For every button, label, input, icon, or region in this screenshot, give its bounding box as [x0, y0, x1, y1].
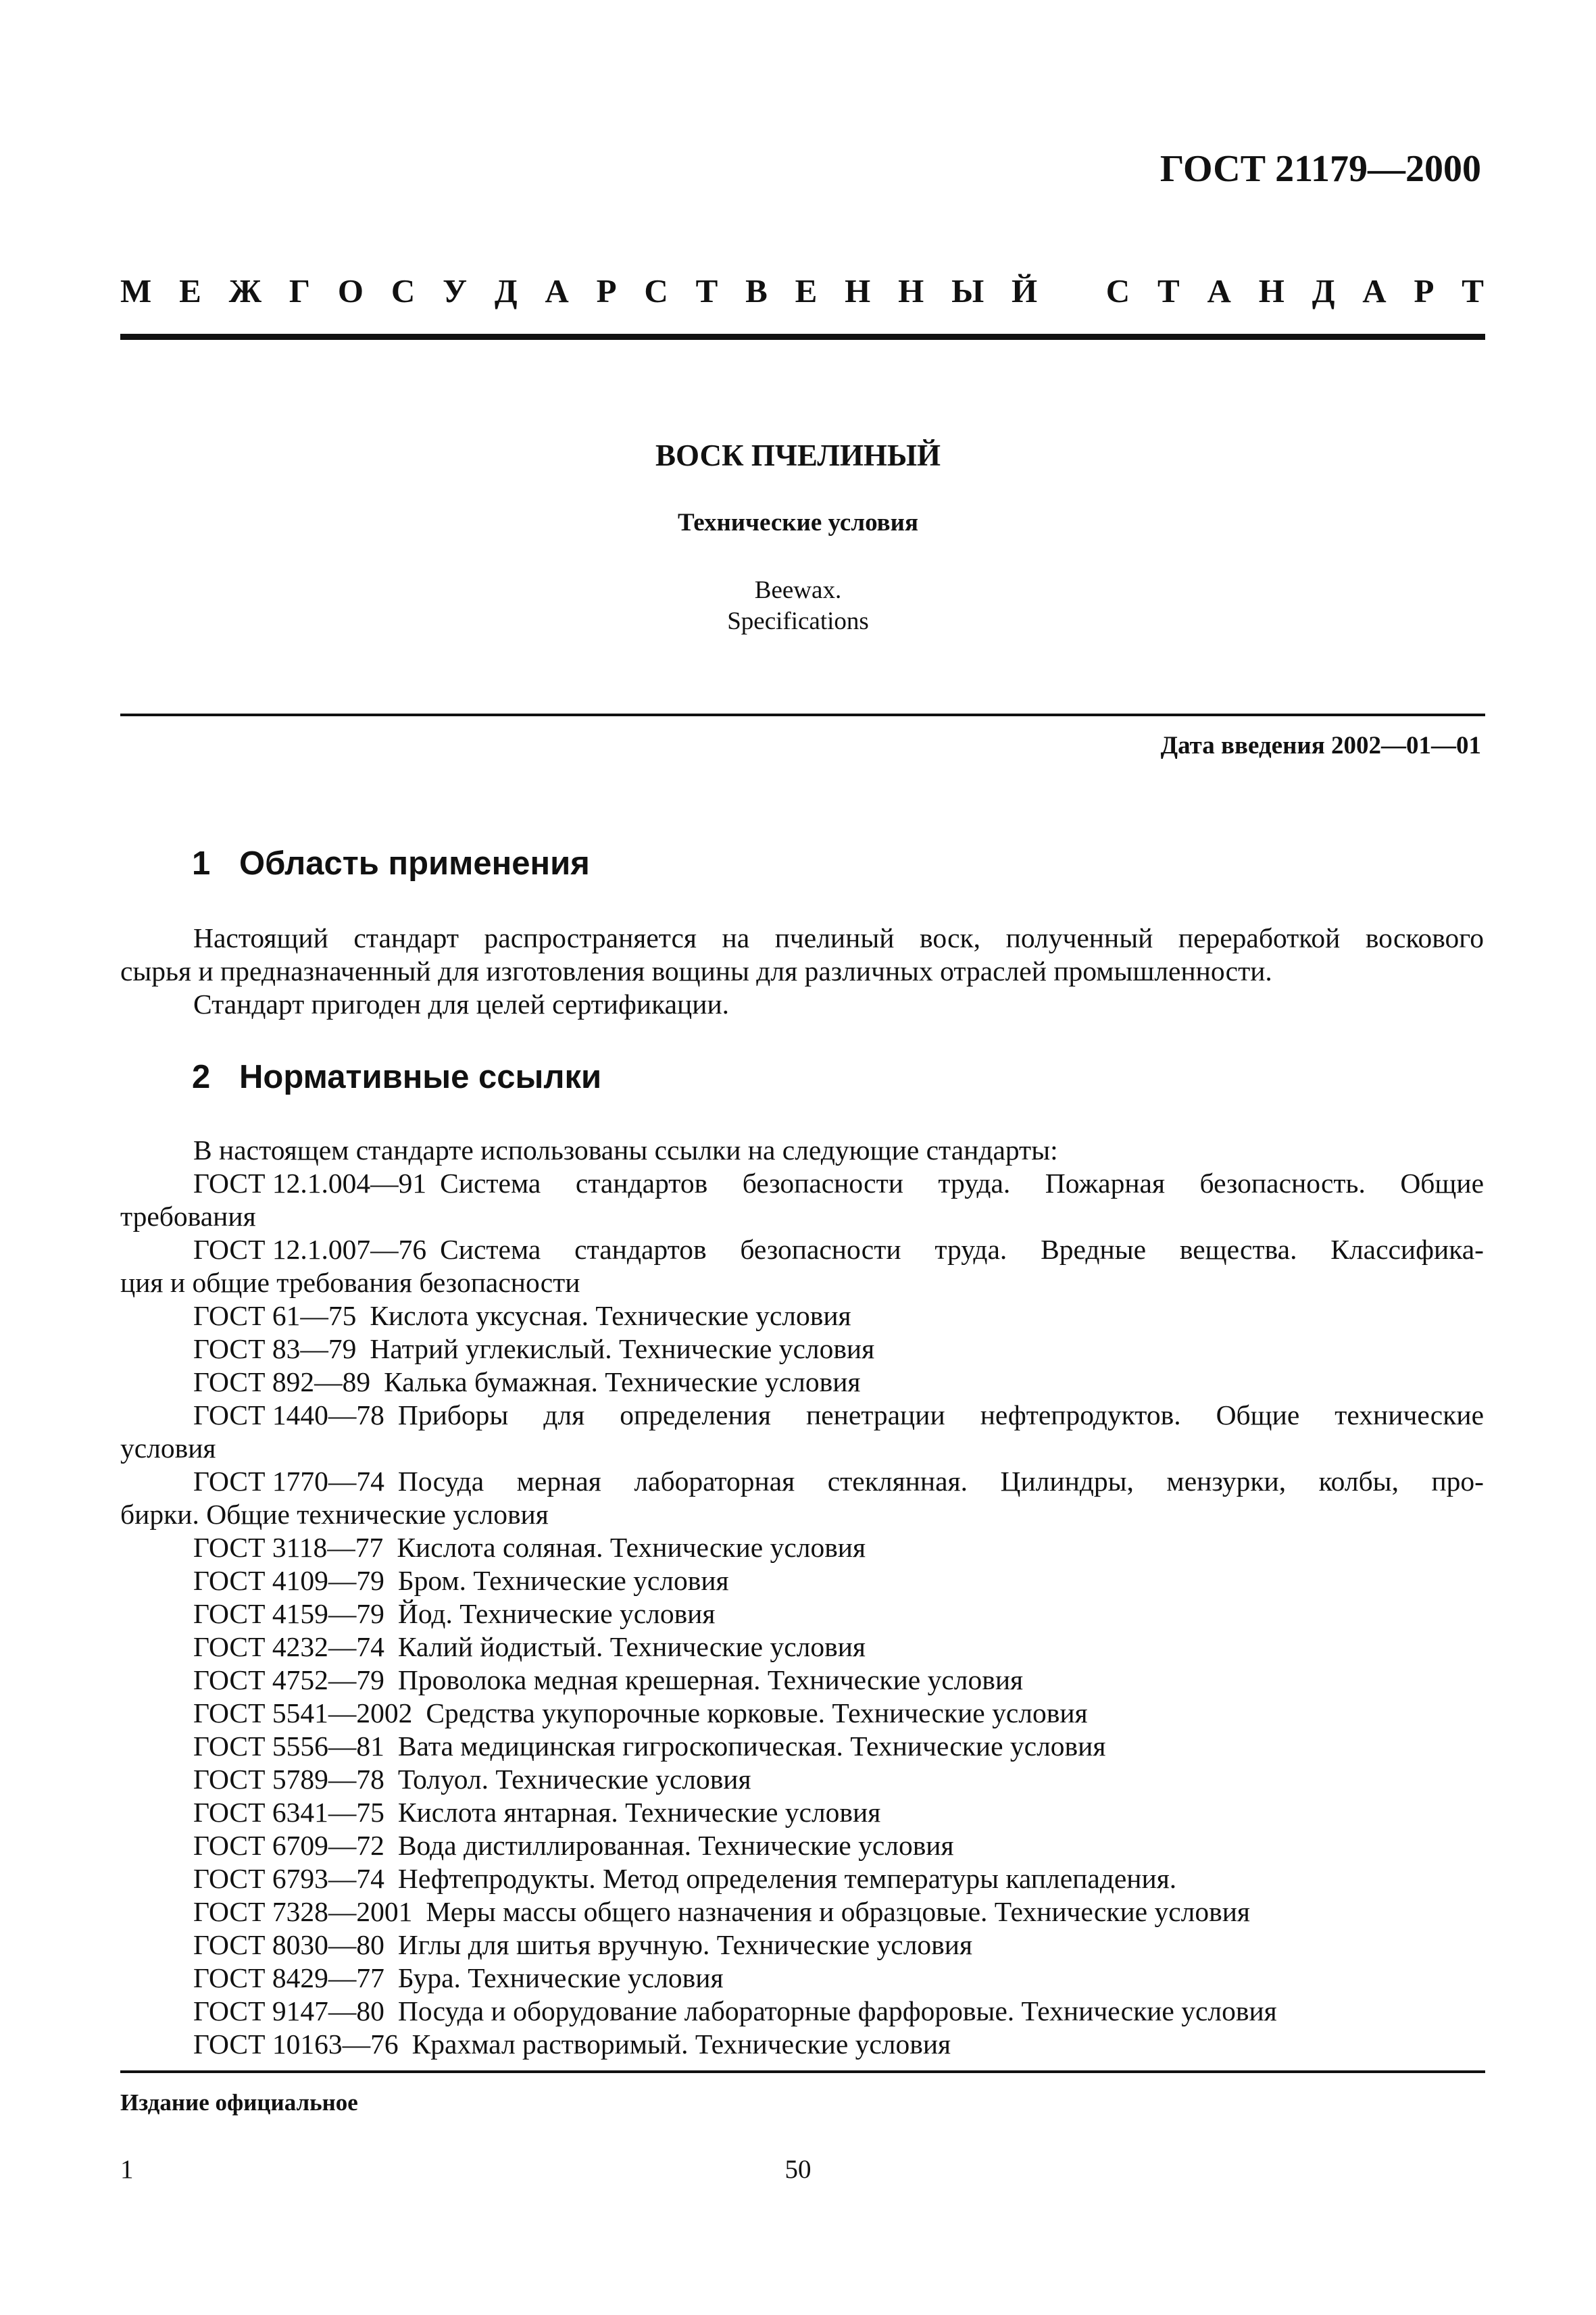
- reference-item: [120, 2028, 1484, 2061]
- reference-title: Толуол. Технические условия: [397, 1764, 751, 1795]
- banner-letter: Д: [1312, 272, 1335, 309]
- reference-title: Натрий углекислый. Технические условия: [370, 1333, 875, 1364]
- reference-code: ГОСТ 8030—80: [193, 1929, 384, 1960]
- paragraph-line: Настоящий стандарт распространяется на пчелиный воск, полученный переработкой воскового: [193, 922, 1484, 953]
- reference-code: ГОСТ 4109—79: [193, 1565, 384, 1596]
- banner-letter: А: [1207, 272, 1231, 309]
- header-rule: [120, 334, 1485, 340]
- english-title-line1: Beewax.: [754, 576, 842, 604]
- reference-title: Приборы для определения пенетрации нефтепродуктов. Общие технические: [397, 1399, 1484, 1430]
- section-number: 1: [192, 845, 211, 882]
- reference-title: Посуда мерная лабораторная стеклянная. Цилиндры, мензурки, колбы, про-: [397, 1466, 1484, 1497]
- reference-code: ГОСТ 83—79: [193, 1333, 357, 1364]
- reference-item: [120, 1895, 1484, 1928]
- reference-continuation: ция и общие требования безопасности: [120, 1267, 580, 1298]
- banner-letter: Е: [795, 272, 818, 309]
- reference-item: [120, 1664, 1484, 1697]
- reference-code: ГОСТ 5789—78: [193, 1764, 384, 1795]
- reference-item: [120, 1995, 1484, 2028]
- paragraph-line: В настоящем стандарте использованы ссылки на следующие стандарты:: [193, 1135, 1058, 1166]
- reference-title: Система стандартов безопасности труда. Вредные вещества. Классифика-: [440, 1234, 1484, 1265]
- banner-letter: С: [391, 272, 416, 309]
- reference-title: Посуда и оборудование лабораторные фарфоровые. Технические условия: [397, 1995, 1277, 2026]
- section-1-heading: [192, 845, 590, 882]
- reference-code: ГОСТ 8429—77: [193, 1962, 384, 1993]
- footer-rule: [120, 2070, 1485, 2073]
- reference-item: [120, 1299, 1484, 1333]
- reference-code: ГОСТ 9147—80: [193, 1995, 384, 2026]
- reference-title: Кислота уксусная. Технические условия: [370, 1300, 851, 1331]
- reference-title: Калька бумажная. Технические условия: [384, 1366, 861, 1397]
- reference-item: [120, 1465, 1484, 1498]
- paragraph-line: Стандарт пригоден для целей сертификации.: [193, 989, 730, 1020]
- reference-code: ГОСТ 10163—76: [193, 2028, 399, 2060]
- reference-item: [120, 1730, 1484, 1763]
- section-2-body: [120, 1134, 1484, 2061]
- reference-item: [120, 1399, 1484, 1432]
- reference-code: ГОСТ 7328—2001: [193, 1896, 413, 1927]
- edition-label: Издание официальное: [120, 2089, 358, 2116]
- reference-title: Иглы для шитья вручную. Технические условия: [397, 1929, 973, 1960]
- document-number: ГОСТ 21179—2000: [1159, 148, 1481, 190]
- reference-item: [120, 1763, 1484, 1796]
- reference-item: [120, 1829, 1484, 1862]
- banner-letter: Р: [596, 272, 617, 309]
- reference-title: Бром. Технические условия: [397, 1565, 729, 1596]
- reference-continuation: бирки. Общие технические условия: [120, 1499, 549, 1530]
- section-title: Нормативные ссылки: [239, 1059, 602, 1095]
- english-title-line2: Specifications: [727, 607, 869, 635]
- reference-continuation: требования: [120, 1201, 256, 1232]
- banner-letter: Т: [695, 272, 718, 309]
- standard-type-banner: [120, 272, 1484, 310]
- reference-code: ГОСТ 4752—79: [193, 1664, 384, 1695]
- section-1-body: [120, 922, 1484, 1021]
- reference-code: ГОСТ 12.1.004—91: [193, 1168, 427, 1199]
- reference-item: [120, 1366, 1484, 1399]
- reference-code: ГОСТ 5556—81: [193, 1731, 384, 1762]
- reference-title: Бура. Технические условия: [397, 1962, 724, 1993]
- reference-title: Калий йодистый. Технические условия: [397, 1631, 866, 1662]
- reference-code: ГОСТ 4159—79: [193, 1598, 384, 1629]
- reference-item: [120, 1167, 1484, 1200]
- reference-item: [120, 1928, 1484, 1962]
- banner-letter: Н: [1258, 272, 1285, 309]
- reference-item: [120, 1531, 1484, 1564]
- page-number: 50: [784, 2155, 812, 2184]
- reference-title: Проволока медная крешерная. Технические условия: [397, 1664, 1024, 1695]
- banner-letter: Т: [1462, 272, 1484, 309]
- reference-title: Кислота янтарная. Технические условия: [397, 1797, 881, 1828]
- banner-letter: Н: [845, 272, 871, 309]
- reference-title: Нефтепродукты. Метод определения температуры каплепадения.: [397, 1863, 1177, 1894]
- reference-item: [120, 1597, 1484, 1631]
- section-number: 2: [192, 1059, 211, 1095]
- reference-item: [120, 1233, 1484, 1266]
- reference-title: Меры массы общего назначения и образцовые. Технические условия: [426, 1896, 1250, 1927]
- banner-letter: А: [545, 272, 569, 309]
- reference-item: [120, 1697, 1484, 1730]
- sheet-number: 1: [120, 2155, 134, 2184]
- banner-letter: Р: [1414, 272, 1435, 309]
- banner-gap: [1065, 272, 1078, 310]
- section-title: Область применения: [239, 845, 590, 882]
- banner-letter: О: [337, 272, 364, 309]
- reference-title: Крахмал растворимый. Технические условия: [412, 2028, 951, 2060]
- banner-letter: Н: [898, 272, 924, 309]
- banner-letter: Д: [494, 272, 518, 309]
- reference-item: [120, 1796, 1484, 1829]
- reference-item: [120, 1962, 1484, 1995]
- banner-letter: М: [120, 272, 152, 309]
- reference-item: [120, 1631, 1484, 1664]
- reference-code: ГОСТ 6709—72: [193, 1830, 384, 1861]
- banner-letter: Й: [1012, 272, 1038, 309]
- reference-continuation: условия: [120, 1433, 216, 1464]
- banner-letter: Г: [289, 272, 311, 309]
- reference-title: Вата медицинская гигроскопическая. Технические условия: [397, 1731, 1106, 1762]
- document-subtitle: Технические условия: [678, 509, 918, 537]
- reference-code: ГОСТ 4232—74: [193, 1631, 384, 1662]
- reference-title: Средства укупорочные корковые. Технические условия: [426, 1697, 1088, 1728]
- reference-code: ГОСТ 5541—2002: [193, 1697, 413, 1728]
- banner-letter: Ы: [951, 272, 984, 309]
- banner-letter: У: [443, 272, 468, 309]
- intro-date: Дата введения 2002—01—01: [1160, 732, 1481, 760]
- banner-letter: Ж: [228, 272, 262, 309]
- reference-code: ГОСТ 1440—78: [193, 1399, 384, 1430]
- paragraph-line: сырья и предназначенный для изготовления вощины для различных отраслей промышленности.: [120, 955, 1272, 987]
- title-rule: [120, 714, 1485, 716]
- reference-title: Йод. Технические условия: [397, 1598, 716, 1629]
- reference-title: Система стандартов безопасности труда. Пожарная безопасность. Общие: [440, 1168, 1484, 1199]
- reference-item: [120, 1564, 1484, 1597]
- reference-code: ГОСТ 3118—77: [193, 1532, 384, 1563]
- reference-code: ГОСТ 1770—74: [193, 1466, 384, 1497]
- reference-code: ГОСТ 6341—75: [193, 1797, 384, 1828]
- section-2-heading: [192, 1058, 601, 1096]
- reference-item: [120, 1333, 1484, 1366]
- document-title: ВОСК ПЧЕЛИНЫЙ: [655, 439, 941, 472]
- reference-code: ГОСТ 61—75: [193, 1300, 357, 1331]
- reference-title: Вода дистиллированная. Технические условия: [397, 1830, 954, 1861]
- banner-letter: С: [1105, 272, 1130, 309]
- banner-letter: Т: [1157, 272, 1180, 309]
- reference-code: ГОСТ 12.1.007—76: [193, 1234, 427, 1265]
- reference-item: [120, 1862, 1484, 1895]
- banner-letter: С: [644, 272, 668, 309]
- banner-letter: Е: [179, 272, 201, 309]
- banner-letter: А: [1362, 272, 1387, 309]
- reference-title: Кислота соляная. Технические условия: [397, 1532, 866, 1563]
- banner-letter: В: [745, 272, 768, 309]
- reference-code: ГОСТ 6793—74: [193, 1863, 384, 1894]
- reference-code: ГОСТ 892—89: [193, 1366, 371, 1397]
